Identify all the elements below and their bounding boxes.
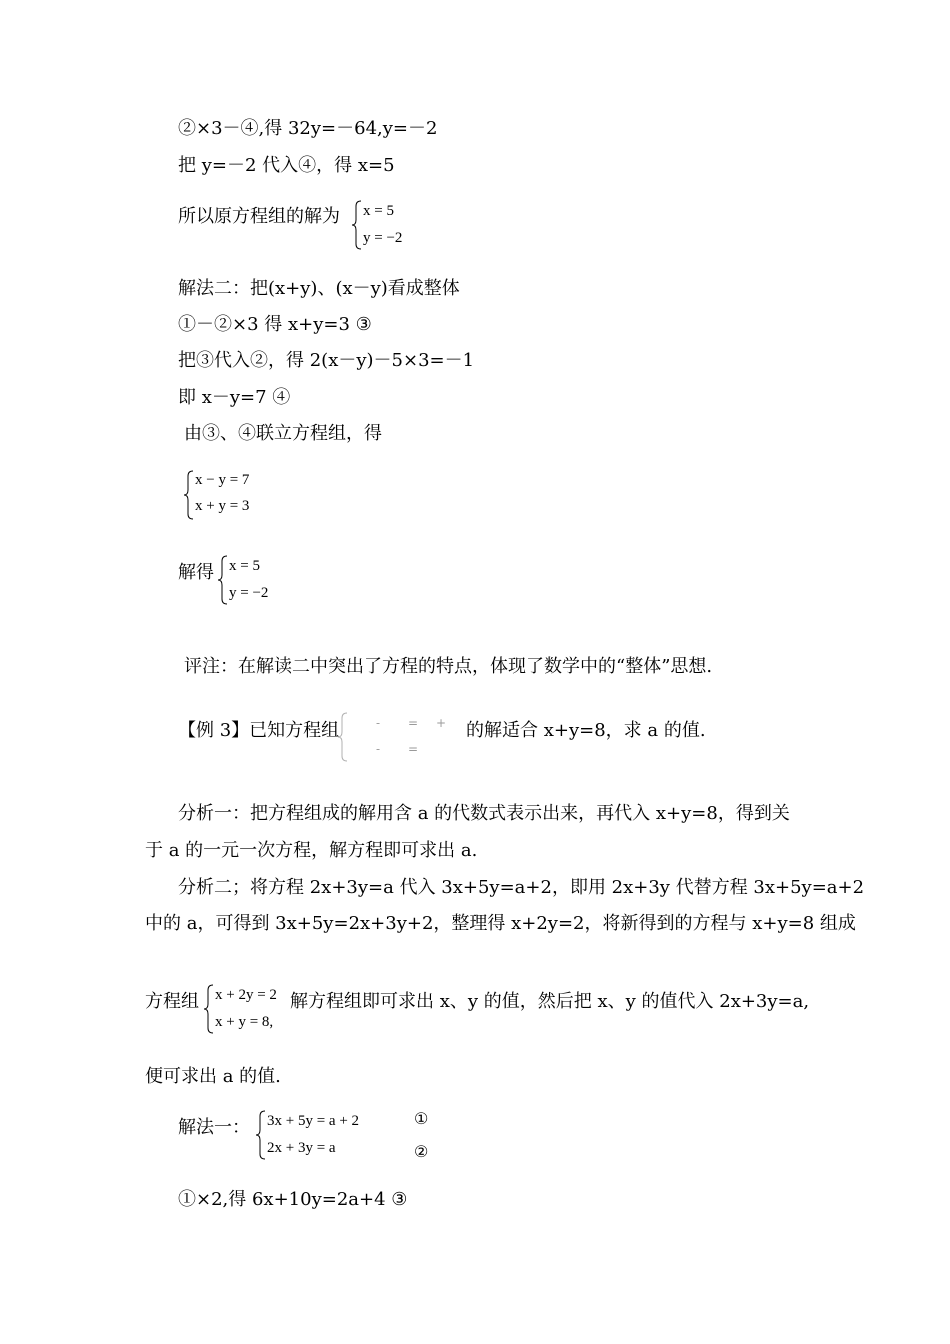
line-analysis-two-c-start: 方程组 — [145, 991, 199, 1012]
solution-system-2 — [218, 555, 298, 607]
system-equation: 3x + 5y = a + 2 — [267, 1113, 360, 1129]
method-one-system — [256, 1110, 436, 1162]
faint-symbol: = — [408, 716, 419, 730]
line-analysis-two-d: 便可求出 a 的值. — [145, 1066, 281, 1087]
line-analysis-two-b: 中的 a，可得到 3x+5y=2x+3y+2，整理得 x+2y=2，将新得到的方程与 x+y=8 组成 — [145, 913, 856, 934]
line-analysis-one-b: 于 a 的一元一次方程，解方程即可求出 a. — [145, 840, 478, 861]
system-equation: y = −2 — [363, 230, 403, 246]
faint-symbol: - — [376, 716, 381, 730]
line-method-one: 解法一： — [178, 1117, 250, 1138]
line-step-3: ①－②×3 得 x+y=3 ③ — [178, 314, 372, 335]
line-method-two: 解法二：把(x+y)、(x－y)看成整体 — [178, 278, 460, 299]
line-combine-3-4: 由③、④联立方程组，得 — [184, 423, 382, 444]
brace-icon — [204, 984, 214, 1034]
line-solved: 解得 — [178, 562, 214, 583]
line-step-4: 即 x－y=7 ④ — [178, 387, 291, 408]
brace-icon — [218, 555, 228, 605]
system-equation: y = −2 — [229, 585, 269, 601]
solution-system-1 — [352, 200, 432, 252]
line-example-3-question: 的解适合 x+y=8，求 a 的值. — [466, 720, 706, 741]
system-equation: x + 2y = 2 — [215, 987, 277, 1003]
equation-marker: ② — [414, 1142, 429, 1161]
system-equation: x + y = 8, — [215, 1014, 274, 1030]
brace-icon — [338, 712, 348, 762]
line-analysis-two-a: 分析二；将方程 2x+3y=a 代入 3x+5y=a+2，即用 2x+3y 代替方程 3x+5y=a+2 — [178, 877, 865, 898]
brace-icon — [184, 470, 194, 520]
faint-symbol: - — [376, 742, 381, 756]
analysis-system — [204, 984, 296, 1036]
example-3-system — [338, 712, 458, 764]
line-step-multiply: ①×2,得 6x+10y=2a+4 ③ — [178, 1189, 408, 1210]
system-equation: x + y = 3 — [195, 498, 250, 514]
line-step-eliminate: ②×3－④,得 32y=－64,y=－2 — [178, 118, 438, 139]
system-equation: x = 5 — [229, 558, 260, 574]
faint-symbol: = — [408, 742, 419, 756]
line-step-substitute-3: 把③代入②，得 2(x－y)－5×3=－1 — [178, 350, 475, 371]
combined-system — [184, 470, 274, 522]
line-substitute-y: 把 y=－2 代入④，得 x=5 — [178, 155, 395, 176]
brace-icon — [256, 1110, 266, 1160]
line-analysis-one-a: 分析一：把方程组成的解用含 a 的代数式表示出来，再代入 x+y=8，得到关 — [178, 803, 790, 824]
line-solution-intro: 所以原方程组的解为 — [178, 206, 340, 227]
brace-icon — [352, 200, 362, 250]
equation-marker: ① — [414, 1109, 429, 1128]
system-equation: 2x + 3y = a — [267, 1140, 336, 1156]
faint-symbol: + — [436, 716, 447, 730]
system-equation: x − y = 7 — [195, 472, 250, 488]
system-equation: x = 5 — [363, 203, 394, 219]
line-comment: 评注：在解读二中突出了方程的特点，体现了数学中的“整体”思想. — [184, 656, 713, 677]
line-analysis-two-c-end: 解方程组即可求出 x、y 的值，然后把 x、y 的值代入 2x+3y=a, — [290, 991, 810, 1012]
line-example-3-intro: 【例 3】已知方程组 — [178, 720, 340, 741]
